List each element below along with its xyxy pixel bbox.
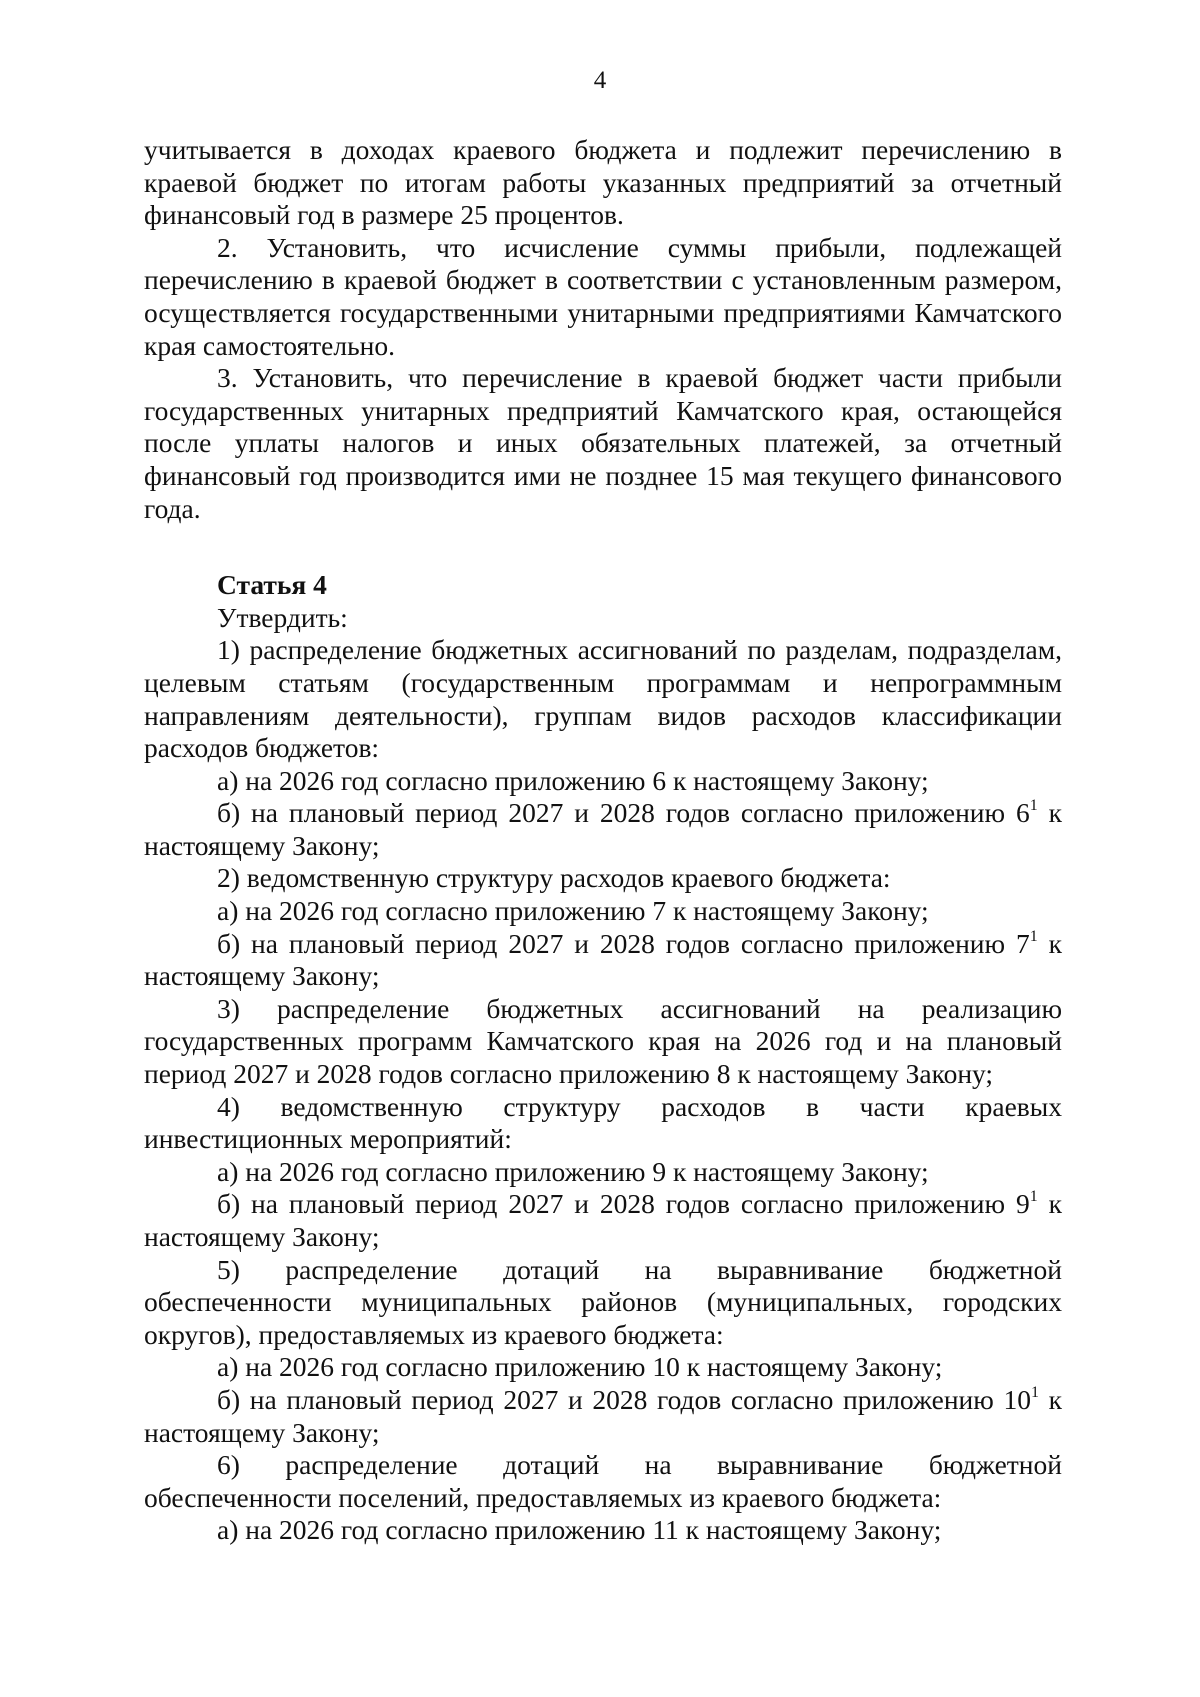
superscript: 1 xyxy=(1029,1188,1038,1206)
paragraph-item-3: 3. Установить, что перечисление в краевой бюджет части прибыли государственных унитарных предприятий Камчатского края, остающейся после уплаты налогов и иных обязательных платежей, за отчетный финансовый год производится ими не позднее 15 мая текущего финансового года. xyxy=(144,362,1062,524)
article-item-1a: а) на 2026 год согласно приложению 6 к настоящему Закону; xyxy=(217,764,929,796)
page-number: 4 xyxy=(593,67,607,94)
item-text: б) на плановый период 2027 и 2028 годов согласно приложению 9 xyxy=(217,1188,1030,1220)
article-item-4: 4) ведомственную структуру расходов в части краевых инвестиционных мероприятий: xyxy=(144,1090,1062,1155)
article-item-2: 2) ведомственную структуру расходов краевого бюджета: xyxy=(217,862,891,894)
superscript: 1 xyxy=(1030,1383,1039,1401)
article-item-1: 1) распределение бюджетных ассигнований по разделам, подразделам, целевым статьям (государственным программам и непрограммным направлениям деятельности), группам видов расходов классификации расходов бюджетов: xyxy=(144,634,1062,764)
article-item-2b xyxy=(144,928,1062,993)
item-text: к настоящему Закону; xyxy=(144,1188,1062,1252)
paragraph-item-2: 2. Установить, что исчисление суммы прибыли, подлежащей перечислению в краевой бюджет в соответствии с установленным размером, осуществляется государственными унитарными предприятиями Камчатского края самостоятельно. xyxy=(144,231,1062,361)
article-item-6a: а) на 2026 год согласно приложению 11 к настоящему Закону; xyxy=(217,1514,942,1546)
article-item-2a: а) на 2026 год согласно приложению 7 к настоящему Закону; xyxy=(217,895,929,927)
article-item-3: 3) распределение бюджетных ассигнований на реализацию государственных программ Камчатского края на 2026 год и на плановый период 2027 и 2028 годов согласно приложению 8 к настоящему Закону; xyxy=(144,992,1062,1090)
paragraph-continuation: учитывается в доходах краевого бюджета и подлежит перечислению в краевой бюджет по итогам работы указанных предприятий за отчетный финансовый год в размере 25 процентов. xyxy=(144,134,1062,231)
item-text: к настоящему Закону; xyxy=(144,1383,1062,1448)
superscript: 1 xyxy=(1029,927,1038,945)
item-text: к настоящему Закону; xyxy=(144,797,1062,861)
superscript: 1 xyxy=(1029,797,1038,815)
document-body xyxy=(144,134,1062,1547)
article-item-5a: а) на 2026 год согласно приложению 10 к настоящему Закону; xyxy=(217,1351,943,1383)
article-item-4b xyxy=(144,1188,1062,1253)
article-item-5: 5) распределение дотаций на выравнивание бюджетной обеспеченности муниципальных районов (муниципальных, городских округов), предоставляемых из краевого бюджета: xyxy=(144,1253,1062,1350)
item-text: б) на плановый период 2027 и 2028 годов согласно приложению 7 xyxy=(217,927,1030,959)
item-text: б) на плановый период 2027 и 2028 годов согласно приложению 6 xyxy=(217,797,1030,829)
article-heading: Статья 4 xyxy=(217,569,327,601)
article-item-5b xyxy=(144,1384,1062,1449)
article-item-6: 6) распределение дотаций на выравнивание бюджетной обеспеченности поселений, предоставляемых из краевого бюджета: xyxy=(144,1449,1062,1513)
article-item-1b xyxy=(144,797,1062,862)
article-item-4a: а) на 2026 год согласно приложению 9 к настоящему Закону; xyxy=(217,1155,929,1187)
item-text: б) на плановый период 2027 и 2028 годов согласно приложению 10 xyxy=(217,1383,1031,1415)
item-text: к настоящему Закону; xyxy=(144,927,1062,992)
article-intro: Утвердить: xyxy=(217,601,348,633)
